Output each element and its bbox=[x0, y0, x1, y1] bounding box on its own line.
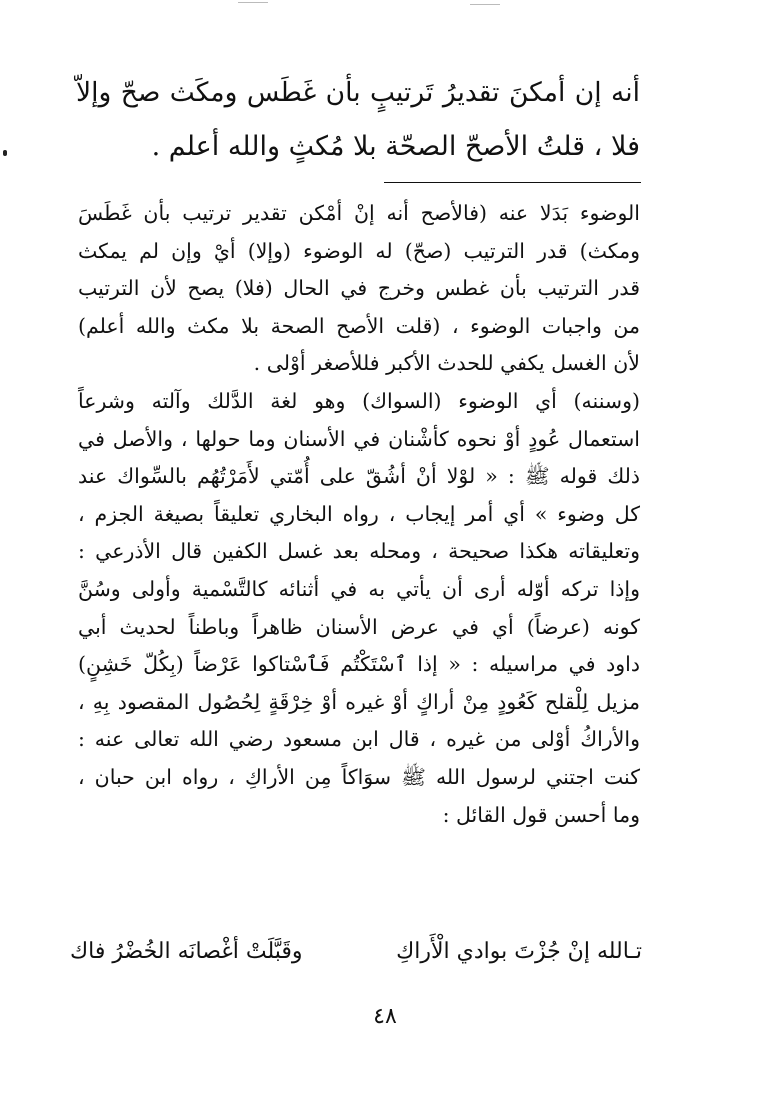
scan-edge-mark bbox=[470, 4, 500, 5]
main-text bbox=[76, 66, 640, 174]
text-divider-rule bbox=[384, 182, 641, 183]
main-text-line: أنه إن أمكنَ تقديرُ تَرتيبٍ بأن غَطَس ومكَث صحّ وإلاّ bbox=[76, 77, 640, 108]
commentary-line: كل وضوء » أي أمر إيجاب ، رواه البخاري تعليقاً بصيغة الجزم ، bbox=[78, 501, 640, 526]
commentary-line: داود في مراسيله : « إذا ٱسْتَكْتُم فَٱسْتاكوا عَرْضاً (بِكُلّ خَشِنٍ) bbox=[78, 652, 640, 677]
commentary-line: استعمال عُودٍ أوْ نحوه كأشْنان في الأسنان وما حولها ، والأصل في bbox=[78, 426, 640, 451]
commentary-line: (وسننه) أي الوضوء (السواك) وهو لغة الدَّلك وآلته وشرعاً bbox=[78, 388, 640, 413]
commentary-text bbox=[78, 195, 640, 834]
commentary-line: قدر الترتيب بأن غطس وخرج في الحال (فلا) يصح لأن الترتيب bbox=[78, 276, 640, 301]
page-number: ٤٨ bbox=[373, 1004, 397, 1029]
scan-edge-mark bbox=[3, 150, 7, 156]
commentary-line: ومكث) قدر الترتيب (صحّ) له الوضوء (وإلا) أيْ وإن لم يمكث bbox=[78, 238, 640, 263]
main-text-line: فلا ، قلتُ الأصحّ الصحّة بلا مُكثٍ والله أعلم . bbox=[151, 131, 640, 162]
commentary-line: ذلك قوله ﷺ : « لوْلا أنْ أشُقّ على أُمّتي لأَمَرْتُهُم بالسِّواك عند bbox=[78, 464, 640, 489]
commentary-line: وتعليقاته هكذا صحيحة ، ومحله بعد غسل الكفين قال الأذرعي : bbox=[78, 539, 640, 564]
commentary-line: كونه (عرضاً) أي في عرض الأسنان ظاهراً وباطناً لحديث أبي bbox=[78, 614, 640, 639]
verse-second-hemistich: وقَبَّلَتْ أغْصانَه الخُضْرُ فاك bbox=[70, 939, 303, 964]
commentary-line: كنت اجتني لرسول الله ﷺ سوَاكاً مِن الأراكِ ، رواه ابن حبان ، bbox=[78, 764, 640, 789]
scan-edge-mark bbox=[238, 2, 268, 3]
poetry-verse bbox=[70, 930, 642, 974]
commentary-line: لأن الغسل يكفي للحدث الأكبر فللأصغر أوْلى . bbox=[253, 351, 640, 376]
commentary-line: وإذا تركه أوّله أرى أن يأتي به في أثنائه كالتَّسْمية وأولى وسُنَّ bbox=[78, 576, 640, 601]
commentary-line: مزيل لِلْقلح كَعُودٍ مِنْ أراكٍ أوْ غيره أوْ خِرْقَةٍ لِحُصُول المقصود بِهِ ، bbox=[78, 689, 640, 714]
verse-first-hemistich: تـالله إنْ جُزْتَ بوادي الْأَراكِ bbox=[396, 939, 642, 964]
commentary-line: الوضوء بَدَلا عنه (فالأصح أنه إنْ أمْكن تقدير ترتيب بأن غَطَسَ bbox=[78, 201, 640, 225]
commentary-line: وما أحسن قول القائل : bbox=[442, 802, 640, 827]
commentary-line: والأراكُ أوْلى من غيره ، قال ابن مسعود رضي الله تعالى عنه : bbox=[78, 727, 640, 752]
commentary-line: من واجبات الوضوء ، (قلت الأصح الصحة بلا مكث والله أعلم) bbox=[78, 313, 640, 338]
